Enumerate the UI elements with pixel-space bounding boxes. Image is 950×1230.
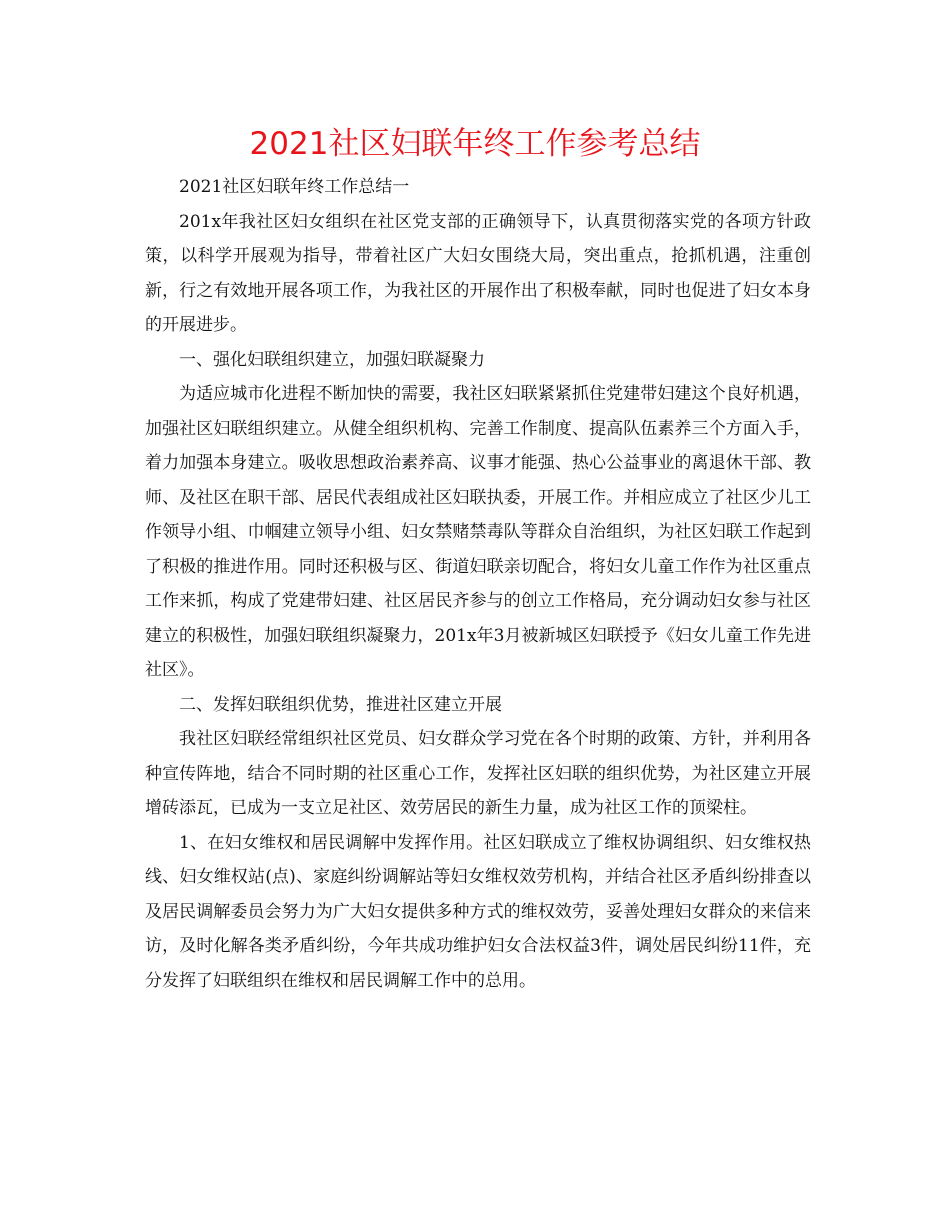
- paragraph-organization: 为适应城市化进程不断加快的需要，我社区妇联紧紧抓住党建带妇建这个良好机遇，加强社区妇联组织建立。从健全组织机构、完善工作制度、提高队伍素养三个方面入手，着力加强本身建立。吸收思想政治素养高、议事才能强、热心公益事业的离退休干部、教师、及社区在职干部、居民代表组成社区妇联执委，开展工作。并相应成立了社区少儿工作领导小组、巾帼建立领导小组、妇女禁赌禁毒队等群众自治组织，为社区妇联工作起到了积极的推进作用。同时还积极与区、街道妇联亲切配合，将妇女儿童工作作为社区重点工作来抓，构成了党建带妇建、社区居民齐参与的创立工作格局，充分调动妇女参与社区建立的积极性，加强妇联组织凝聚力，201x年3月被新城区妇联授予《妇女儿童工作先进社区》。: [145, 384, 811, 680]
- document-title: 2021社区妇联年终工作参考总结: [249, 126, 701, 162]
- document-body: [145, 170, 811, 998]
- section-heading-summary-one: 2021社区妇联年终工作总结一: [179, 177, 410, 197]
- paragraph-advantages: 我社区妇联经常组织社区党员、妇女群众学习党在各个时期的政策、方针，并利用各种宣传阵地，结合不同时期的社区重心工作，发挥社区妇联的组织优势，为社区建立开展增砖添瓦，已成为一支立足社区、效劳居民的新生力量，成为社区工作的顶梁柱。: [145, 729, 811, 818]
- paragraph-rights-mediation: 1、在妇女维权和居民调解中发挥作用。社区妇联成立了维权协调组织、妇女维权热线、妇女维权站(点)、家庭纠纷调解站等妇女维权效劳机构，并结合社区矛盾纠纷排查以及居民调解委员会努力为广大妇女提供多种方式的维权效劳，妥善处理妇女群众的来信来访，及时化解各类矛盾纠纷，今年共成功维护妇女合法权益3件，调处居民纠纷11件，充分发挥了妇联组织在维权和居民调解工作中的总用。: [145, 832, 811, 991]
- section-heading-two: 二、发挥妇联组织优势，推进社区建立开展: [179, 694, 502, 715]
- paragraph-intro: 201x年我社区妇女组织在社区党支部的正确领导下，认真贯彻落实党的各项方针政策，以科学开展观为指导，带着社区广大妇女围绕大局，突出重点，抢抓机遇，注重创新，行之有效地开展各项工作，为我社区的开展作出了积极奉献，同时也促进了妇女本身的开展进步。: [145, 211, 811, 335]
- section-heading-one: 一、强化妇联组织建立，加强妇联凝聚力: [179, 349, 485, 370]
